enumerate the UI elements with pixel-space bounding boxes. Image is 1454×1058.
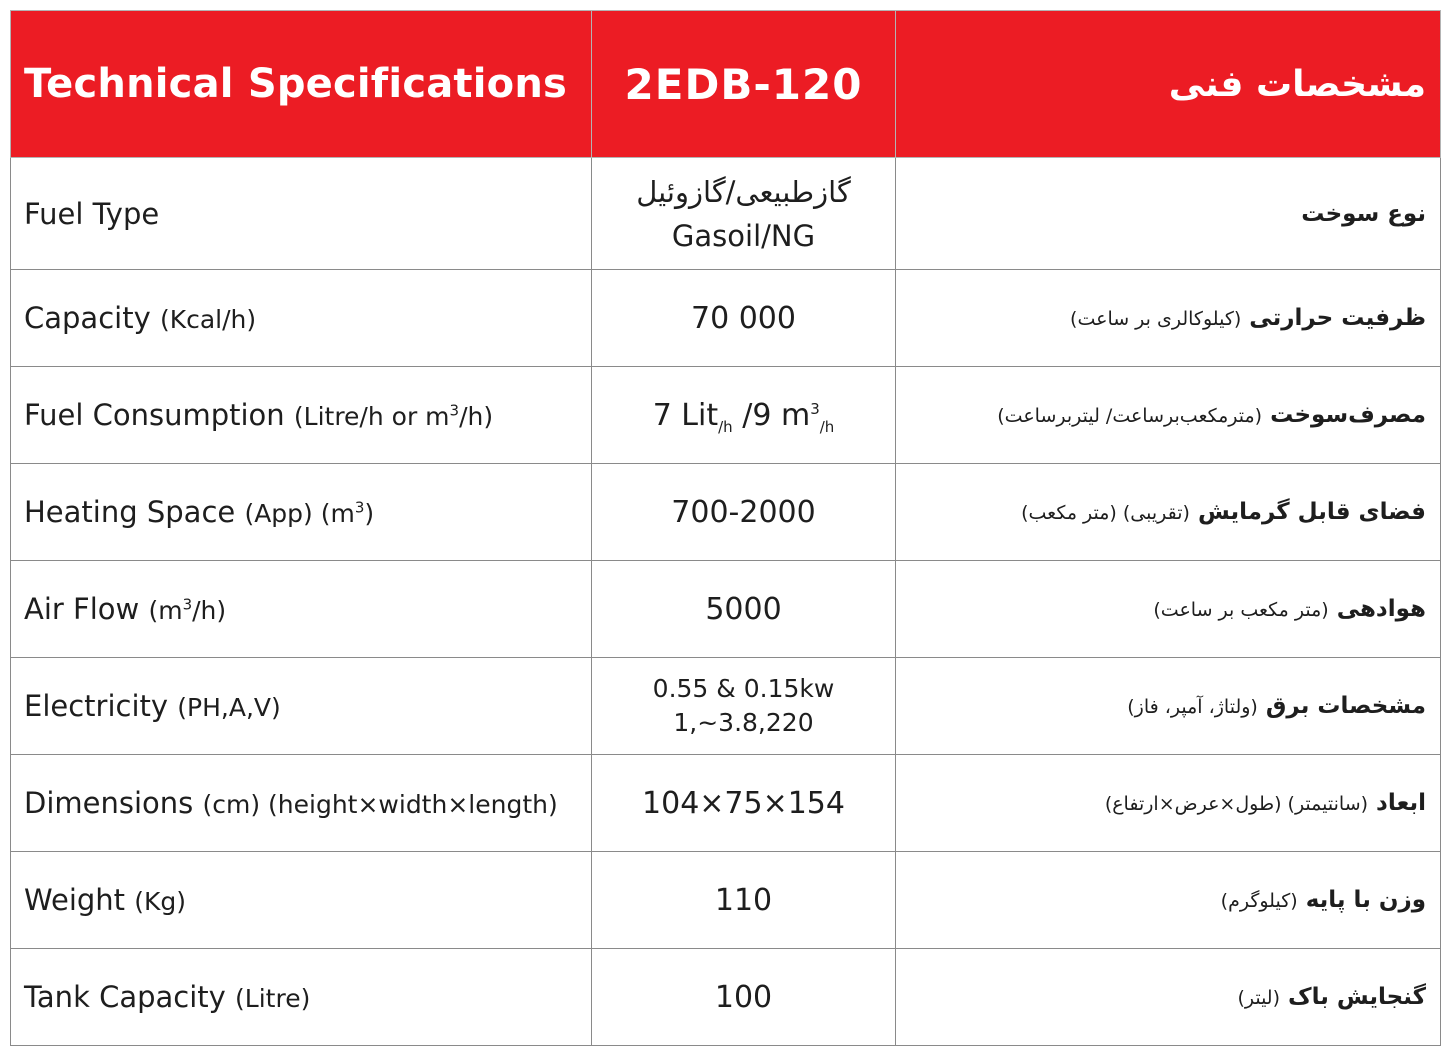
row-value: 5000 xyxy=(592,561,896,658)
unit-part-b: /h) xyxy=(192,596,227,625)
table-row-fuel-type xyxy=(11,158,1441,270)
value-part-b: /9 m xyxy=(732,397,811,433)
row-value xyxy=(592,658,896,755)
label-text: Air Flow xyxy=(24,592,140,626)
spec-table xyxy=(10,10,1441,1046)
value-line-1: 0.55 & 0.15kw xyxy=(652,674,835,703)
table-row-dimensions xyxy=(11,755,1441,852)
label-text-fa: ابعاد xyxy=(1376,790,1426,816)
label-unit-fa: (لیتر) xyxy=(1237,987,1281,1009)
table-row-fuel-consumption xyxy=(11,367,1441,464)
unit-part-b: /h) xyxy=(459,402,494,431)
value-line-1: گازطبیعی/گازوئیل xyxy=(636,174,851,209)
table-row-electricity xyxy=(11,658,1441,755)
model-name: 2EDB-120 xyxy=(592,11,896,158)
english-title: Technical Specifications xyxy=(11,11,592,158)
label-unit-fa: (کیلوگرم) xyxy=(1220,890,1298,912)
value-superscript: 3 xyxy=(810,399,820,418)
label-text-fa: فضای قابل گرمایش xyxy=(1197,499,1426,525)
value-subscript-b: /h xyxy=(819,417,835,436)
label-unit-fa: (متر مکعب بر ساعت) xyxy=(1153,599,1329,621)
row-value: 700-2000 xyxy=(592,464,896,561)
label-unit: (cm) (height×width×length) xyxy=(202,790,558,819)
table-row-weight xyxy=(11,852,1441,949)
label-text: Dimensions xyxy=(24,786,194,820)
label-unit xyxy=(294,402,493,431)
row-label-en xyxy=(11,367,592,464)
unit-part-a: (Litre/h or m xyxy=(293,402,450,431)
row-value: 70 000 xyxy=(592,270,896,367)
label-unit xyxy=(244,499,374,528)
row-label-en xyxy=(11,158,592,270)
table-row-heating-space xyxy=(11,464,1441,561)
unit-part-b: ) xyxy=(364,499,375,528)
table-row-capacity xyxy=(11,270,1441,367)
row-label-en xyxy=(11,658,592,755)
label-text-fa: مشخصات برق xyxy=(1265,693,1426,719)
row-label-fa xyxy=(896,270,1441,367)
label-unit: (Kg) xyxy=(134,887,187,916)
label-unit-fa: (کیلوکالری بر ساعت) xyxy=(1070,308,1242,330)
unit-superscript: 3 xyxy=(354,498,365,517)
label-text: Heating Space xyxy=(24,495,236,529)
label-unit: (Litre) xyxy=(235,984,311,1013)
label-unit-fa: (ولتاژ، آمپر، فاز) xyxy=(1127,696,1258,718)
label-unit: (PH,A,V) xyxy=(177,693,281,722)
row-value xyxy=(592,158,896,270)
row-label-en xyxy=(11,852,592,949)
value-line-2: Gasoil/NG xyxy=(671,218,816,253)
table-row-air-flow xyxy=(11,561,1441,658)
row-label-fa xyxy=(896,464,1441,561)
row-label-fa xyxy=(896,658,1441,755)
row-label-fa xyxy=(896,755,1441,852)
label-text-fa: ظرفیت حرارتی xyxy=(1249,305,1426,331)
value-part-a: 7 Lit xyxy=(652,397,719,433)
label-text: Tank Capacity xyxy=(24,980,226,1014)
label-text-fa: گنجایش باک xyxy=(1288,984,1426,1010)
table-row-tank-capacity xyxy=(11,949,1441,1046)
row-label-en xyxy=(11,464,592,561)
unit-part-a: (App) (m xyxy=(244,499,355,528)
persian-title: مشخصات فنی xyxy=(896,11,1441,158)
row-label-fa xyxy=(896,367,1441,464)
label-text: Electricity xyxy=(24,689,169,723)
label-text: Weight xyxy=(24,883,126,917)
row-label-en xyxy=(11,949,592,1046)
row-value: 100 xyxy=(592,949,896,1046)
label-unit: (Kcal/h) xyxy=(159,305,257,334)
row-label-fa xyxy=(896,158,1441,270)
table-body xyxy=(11,158,1441,1046)
row-label-en xyxy=(11,561,592,658)
label-unit-fa: (تقریبی) (متر مکعب) xyxy=(1021,502,1190,524)
row-label-en xyxy=(11,270,592,367)
row-label-fa xyxy=(896,852,1441,949)
row-value: 110 xyxy=(592,852,896,949)
label-text-fa: نوع سوخت xyxy=(1301,200,1426,227)
unit-superscript: 3 xyxy=(449,401,460,420)
label-text-fa: هوادهی xyxy=(1336,596,1426,622)
row-value: 104×75×154 xyxy=(592,755,896,852)
unit-superscript: 3 xyxy=(182,595,193,614)
value-subscript-a: /h xyxy=(718,417,733,436)
unit-part-a: (m xyxy=(148,596,183,625)
row-value xyxy=(592,367,896,464)
label-text-fa: مصرف‌سوخت xyxy=(1270,402,1426,428)
row-label-fa xyxy=(896,949,1441,1046)
header-row xyxy=(11,11,1441,158)
label-text: Fuel Consumption xyxy=(24,398,285,432)
table-header xyxy=(11,11,1441,158)
label-unit-fa: (مترمکعب‌برساعت/ لیتربرساعت) xyxy=(997,405,1263,427)
label-unit xyxy=(148,596,226,625)
label-text-fa: وزن با پایه xyxy=(1305,887,1426,913)
row-label-en xyxy=(11,755,592,852)
label-unit-fa: (سانتیمتر) (طول×عرض×ارتفاع) xyxy=(1104,793,1369,815)
value-line-2: 1,~3.8,220 xyxy=(673,708,814,737)
label-text: Fuel Type xyxy=(24,196,160,231)
label-text: Capacity xyxy=(24,301,151,335)
row-label-fa xyxy=(896,561,1441,658)
